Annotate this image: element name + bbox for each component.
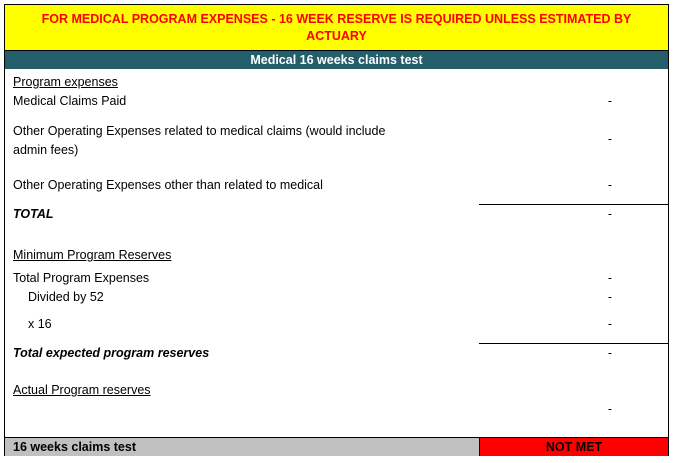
total-label: TOTAL xyxy=(13,207,54,221)
total-expected-rule xyxy=(479,343,669,344)
times-value: - xyxy=(607,317,613,331)
sheet-title: Medical 16 weeks claims test xyxy=(5,51,668,69)
times-label: x 16 xyxy=(28,317,52,331)
other-opex-non-medical-label: Other Operating Expenses other than related to medical xyxy=(13,178,323,192)
actual-reserves-value: - xyxy=(607,402,613,416)
divided-by-value: - xyxy=(607,290,613,304)
claims-test-footer xyxy=(5,437,668,456)
other-opex-non-medical-value: - xyxy=(607,178,613,192)
other-opex-medical-value: - xyxy=(607,132,613,146)
claims-test-sheet xyxy=(4,4,669,456)
other-opex-medical-label xyxy=(13,122,385,160)
medical-claims-paid-value: - xyxy=(607,94,613,108)
medical-claims-paid-label: Medical Claims Paid xyxy=(13,94,127,108)
banner-line-2: ACTUARY xyxy=(306,29,367,43)
total-value: - xyxy=(607,207,613,221)
other-opex-medical-label-line-1: Other Operating Expenses related to medical claims (would include xyxy=(13,124,386,138)
total-rule xyxy=(479,204,669,205)
total-program-expenses-value: - xyxy=(607,271,613,285)
actual-reserves-heading: Actual Program reserves xyxy=(13,383,151,397)
total-expected-label: Total expected program reserves xyxy=(13,346,210,360)
program-expenses-heading: Program expenses xyxy=(13,75,118,89)
reserve-requirement-banner xyxy=(5,5,668,51)
claims-test-label: 16 weeks claims test xyxy=(5,438,479,456)
other-opex-medical-label-line-2: admin fees) xyxy=(13,143,79,157)
claims-test-result-badge: NOT MET xyxy=(479,438,668,456)
divided-by-label: Divided by 52 xyxy=(28,290,104,304)
total-expected-value: - xyxy=(607,346,613,360)
total-program-expenses-label: Total Program Expenses xyxy=(13,271,150,285)
minimum-reserves-heading: Minimum Program Reserves xyxy=(13,248,172,262)
banner-line-1: FOR MEDICAL PROGRAM EXPENSES - 16 WEEK RESERVE IS REQUIRED UNLESS ESTIMATED BY xyxy=(41,12,632,26)
